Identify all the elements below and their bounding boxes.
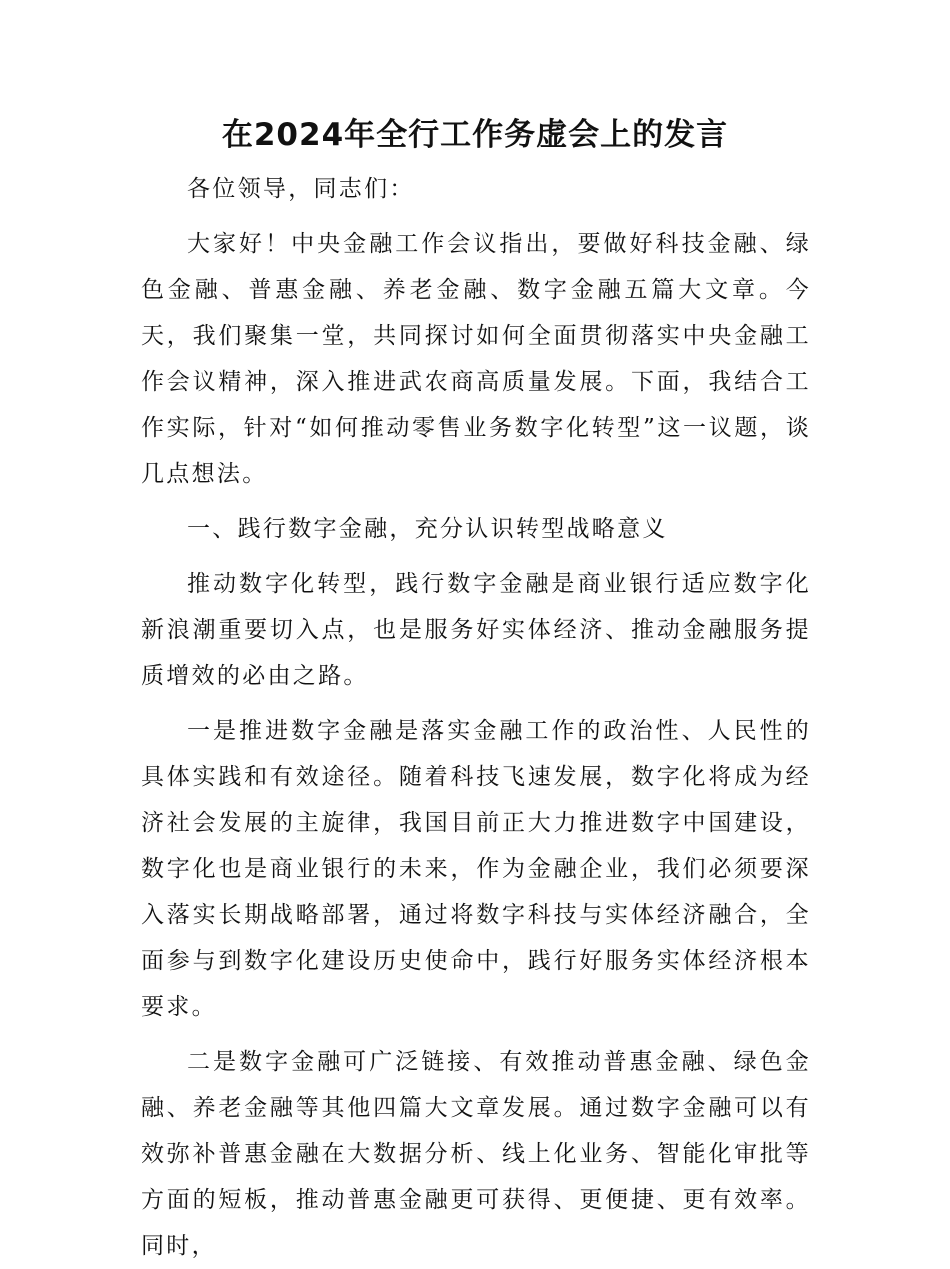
salutation: 各位领导，同志们： [187, 176, 415, 202]
document-title: 在2024年全行工作务虚会上的发言 [221, 117, 729, 153]
section-heading-1: 一、践行数字金融，充分认识转型战略意义 [187, 516, 668, 542]
document-body [141, 166, 811, 1269]
paragraph-point-2: 二是数字金融可广泛链接、有效推动普惠金融、绿色金融、养老金融等其他四篇大文章发展。通过数字金融可以有效弥补普惠金融在大数据分析、线上化业务、智能化审批等方面的短板，推动普惠金融更可获得、更便捷、更有效率。同时， [141, 1049, 811, 1259]
paragraph-point-1: 一是推进数字金融是落实金融工作的政治性、人民性的具体实践和有效途径。随着科技飞速发展，数字化将成为经济社会发展的主旋律，我国目前正大力推进数字中国建设，数字化也是商业银行的未来，作为金融企业，我们必须要深入落实长期战略部署，通过将数字科技与实体经济融合，全面参与到数字化建设历史使命中，践行好服务实体经济根本要求。 [141, 718, 811, 1020]
paragraph-opening: 大家好！中央金融工作会议指出，要做好科技金融、绿色金融、普惠金融、养老金融、数字金融五篇大文章。今天，我们聚集一堂，共同探讨如何全面贯彻落实中央金融工作会议精神，深入推进武农商高质量发展。下面，我结合工作实际，针对“如何推动零售业务数字化转型”这一议题，谈几点想法。 [141, 231, 811, 487]
paragraph-intro: 推动数字化转型，践行数字金融是商业银行适应数字化新浪潮重要切入点，也是服务好实体经济、推动金融服务提质增效的必由之路。 [141, 571, 811, 689]
